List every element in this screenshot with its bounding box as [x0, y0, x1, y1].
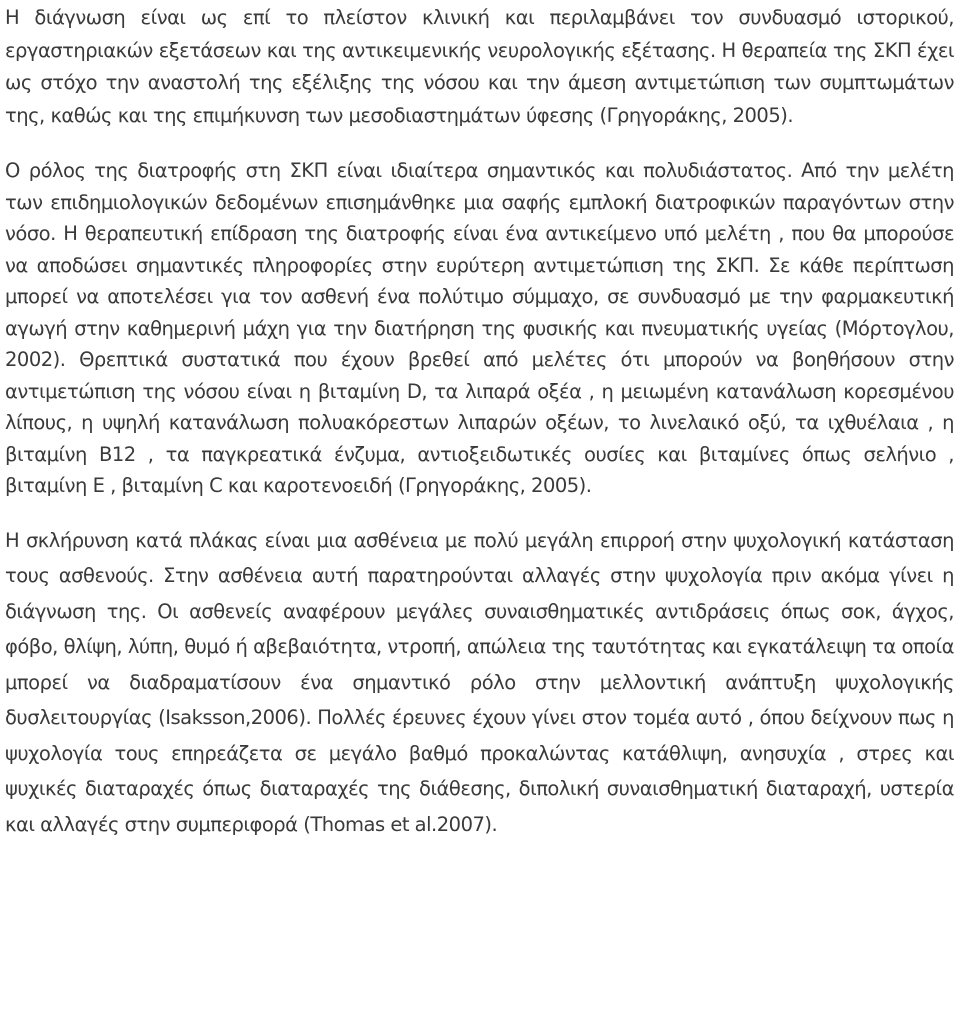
paragraph-diagnosis-treatment: Η διάγνωση είναι ως επί το πλείστον κλινική και περιλαμβάνει τον συνδυασμό ιστορικού, εργαστηριακών εξετάσεων και της αντικειμενικής νευρολογικής εξέτασης. Η θεραπεία της ΣΚΠ έχει ως στόχο την αναστολή της εξέλιξης της νόσου και την άμεση αντιμετώπιση των συμπτωμάτων της, καθώς και της επιμήκυνση των μεσοδιαστημάτων ύφεσης (Γρηγοράκης, 2005). — [5, 6, 954, 127]
paragraph-nutrition-role: Ο ρόλος της διατροφής στη ΣΚΠ είναι ιδιαίτερα σημαντικός και πολυδιάστατος. Από την μελέτη των επιδημιολογικών δεδομένων επισημάνθηκε μια σαφής εμπλοκή διατροφικών παραγόντων στην νόσο. Η θεραπευτική επίδραση της διατροφής είναι ένα αντικείμενο υπό μελέτη , που θα μπορούσε να αποδώσει σημαντικές πληροφορίες στην ευρύτερη αντιμετώπιση της ΣΚΠ. Σε κάθε περίπτωση μπορεί να αποτελέσει για τον ασθενή ένα πολύτιμο σύμμαχο, σε συνδυασμό με την φαρμακευτική αγωγή στην καθημερινή μάχη για την διατήρηση της φυσικής και πνευματικής υγείας (Μόρτογλου, 2002). Θρεπτικά συστατικά που έχουν βρεθεί από μελέτες ότι μπορούν να βοηθήσουν στην αντιμετώπιση της νόσου είναι η βιταμίνη D, τα λιπαρά οξέα , η μειωμένη κατανάλωση κορεσμένου λίπους, η υψηλή κατανάλωση πολυακόρεστων λιπαρών οξέων, το λινελαικό οξύ, τα ιχθυέλαια , η βιταμίνη Β12 , τα παγκρεατικά ένζυμα, αντιοξειδωτικές ουσίες και βιταμίνες όπως σελήνιο , βιταμίνη Ε , βιταμίνη C και καροτενοειδή (Γρηγοράκης, 2005). — [5, 159, 954, 497]
paragraph-psychology: Η σκλήρυνση κατά πλάκας είναι μια ασθένεια με πολύ μεγάλη επιρροή στην ψυχολογική κατάσταση τους ασθενούς. Στην ασθένεια αυτή παρατηρούνται αλλαγές στην ψυχολογία πριν ακόμα γίνει η διάγνωση της. Οι ασθενείς αναφέρουν μεγάλες συναισθηματικές αντιδράσεις όπως σοκ, άγχος, φόβο, θλίψη, λύπη, θυμό ή αβεβαιότητα, ντροπή, απώλεια της ταυτότητας και εγκατάλειψη τα οποία μπορεί να διαδραματίσουν ένα σημαντικό ρόλο στην μελλοντική ανάπτυξη ψυχολογικής δυσλειτουργίας (Isaksson,2006). Πολλές έρευνες έχουν γίνει στον τομέα αυτό , όπου δείχνουν πως η ψυχολογία τους επηρεάζετα σε μεγάλο βαθμό προκαλώντας κατάθλιψη, ανησυχία , στρες και ψυχικές διαταραχές όπως διαταραχές της διάθεσης, διπολική συναισθηματική διαταραχή, υστερία και αλλαγές στην συμπεριφορά (Thomas et al.2007). — [5, 528, 954, 836]
document-page — [5, 0, 954, 842]
